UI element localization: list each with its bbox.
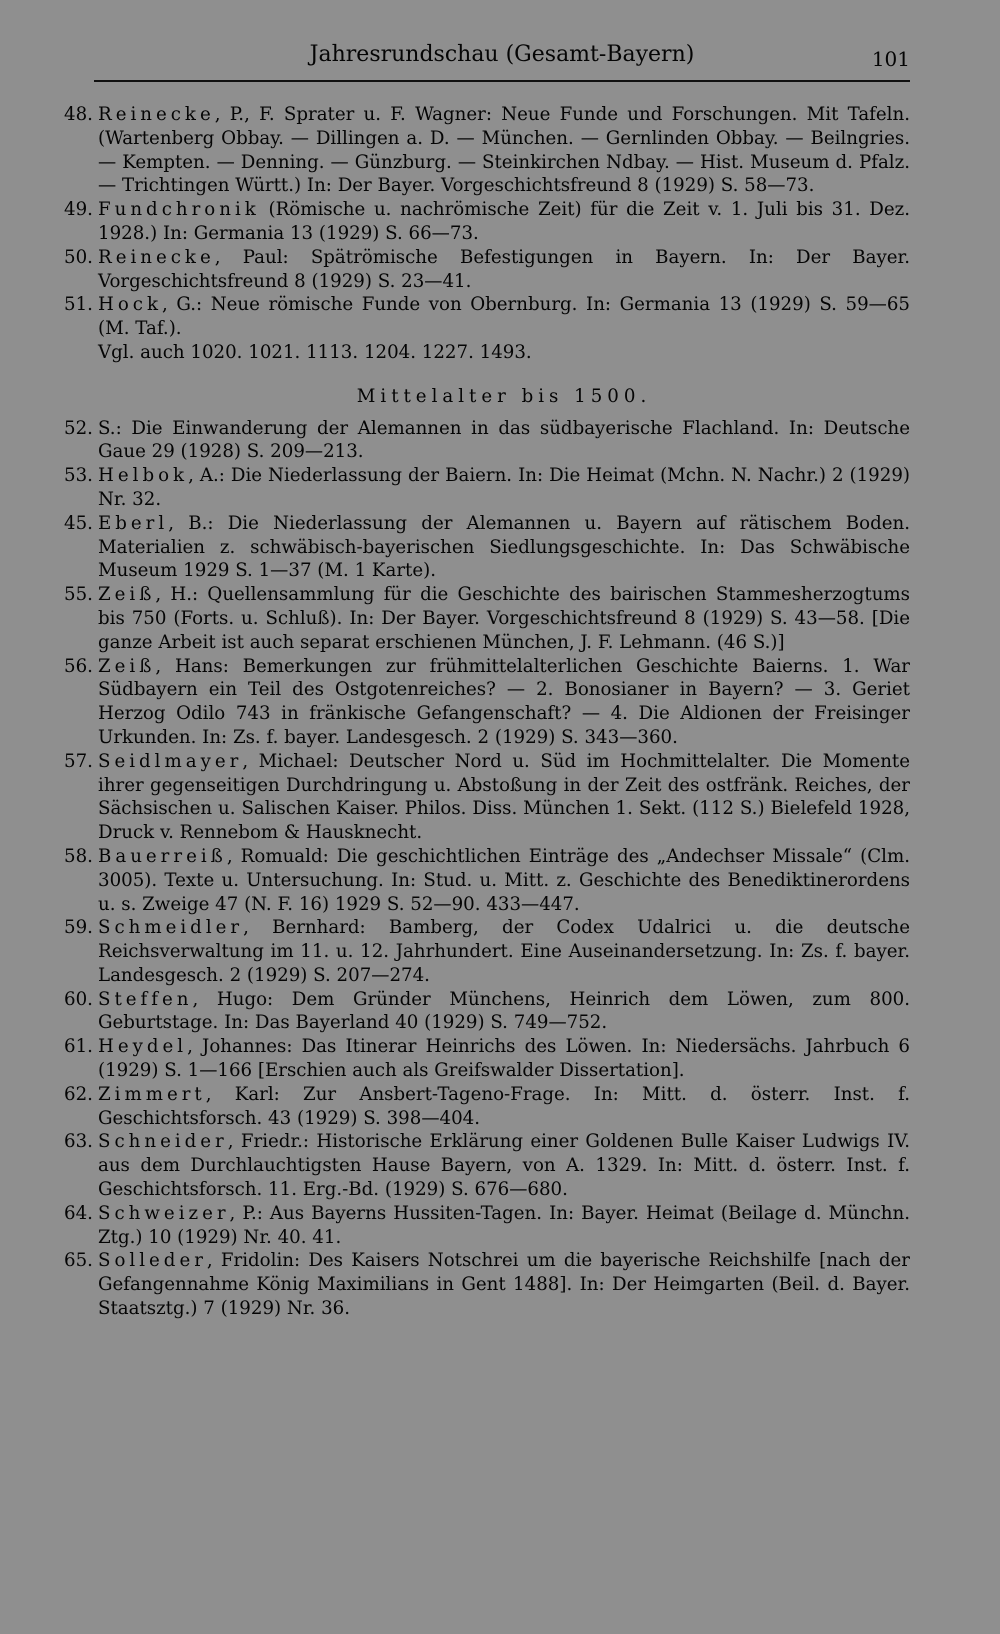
entry-text: , Bernhard: Bamberg, der Codex Udalrici u. die deutsche Reichsverwaltung im 11. u. 12. Jahrhundert. Eine Auseinandersetzung. In: Zs. f. bayer. Landesgesch. 2 (1929) S. 207—274. bbox=[98, 917, 910, 986]
entry-author: Hock bbox=[98, 294, 163, 316]
bibliography-entry bbox=[64, 988, 910, 1036]
bibliography-entry bbox=[64, 464, 910, 512]
entry-text: S.: Die Einwanderung der Alemannen in das südbayerische Flachland. In: Deutsche Gaue 29 (1928) S. 209—213. bbox=[98, 417, 910, 463]
bibliography-entry bbox=[64, 293, 910, 341]
entry-text: , Hans: Bemerkungen zur frühmittelalterlichen Geschichte Baierns. 1. War Südbayern ein Teil des Ostgotenreiches? — 2. Bonosianer in Bayern? — 3. Geriet Herzog Odilo 743 in fränkische Gefangenschaft? — 4. Die Aldionen der Freisinger Urkunden. In: Zs. f. bayer. Landesgesch. 2 (1929) S. 343—360. bbox=[98, 655, 910, 748]
entry-text: , Karl: Zur Ansbert-Tageno-Frage. In: Mitt. d. österr. Inst. f. Geschichtsforsch. 43 (1929) S. 398—404. bbox=[98, 1083, 910, 1129]
entry-author: Helbok bbox=[98, 465, 189, 487]
cross-reference: Vgl. auch 1020. 1021. 1113. 1204. 1227. 1493. bbox=[98, 341, 532, 363]
entry-text: , Romuald: Die geschichtlichen Einträge des „Andechser Missale“ (Clm. 3005). Texte u. Untersuchung. In: Stud. u. Mitt. z. Geschichte des Benediktinerordens u. s. Zweige 47 (N. F. 16) 1929 S. 52—90. 433—447. bbox=[98, 845, 910, 915]
bibliography-entry bbox=[64, 1249, 910, 1320]
entry-author: Schneider bbox=[98, 1131, 228, 1153]
bibliography-content bbox=[64, 103, 910, 1321]
entry-text: , Michael: Deutscher Nord u. Süd im Hochmittelalter. Die Momente ihrer gegenseitigen Durchdringung u. Abstoßung in der Zeit des ostfränk. Reiches, der Sächsischen u. Salischen Kaiser. Philos. Diss. München 1. Sekt. (112 S.) Bielefeld 1928, Druck v. Rennebom & Hausknecht. bbox=[98, 750, 910, 844]
bibliography-entry bbox=[64, 417, 910, 465]
bibliography-entry bbox=[64, 655, 910, 750]
entry-number: 57. bbox=[64, 750, 93, 772]
bibliography-entry bbox=[64, 1202, 910, 1250]
bibliography-list-roman bbox=[64, 103, 910, 341]
bibliography-list-medieval bbox=[64, 417, 910, 1321]
entry-number: 58. bbox=[64, 845, 93, 867]
bibliography-entry bbox=[64, 198, 910, 246]
entry-text: , H.: Quellensammlung für die Geschichte des bairischen Stammesherzogtums bis 750 (Forts. u. Schluß). In: Der Bayer. Vorgeschichtsfreund 8 (1929) S. 43—58. [Die ganze Arbeit ist auch separat erschienen München, J. F. Lehmann. (46 S.)] bbox=[98, 584, 910, 653]
bibliography-entry bbox=[64, 1083, 910, 1131]
bibliography-entry bbox=[64, 1035, 910, 1083]
entry-author: Reinecke bbox=[98, 246, 215, 268]
entry-number: 64. bbox=[64, 1202, 93, 1224]
header-rule bbox=[94, 80, 910, 82]
entry-number: 55. bbox=[64, 584, 93, 606]
entry-author: Bauerreiß bbox=[98, 845, 227, 867]
entry-number: 61. bbox=[64, 1036, 93, 1058]
entry-text: , Hugo: Dem Gründer Münchens, Heinrich dem Löwen, zum 800. Geburtstage. In: Das Bayerland 40 (1929) S. 749—752. bbox=[98, 988, 910, 1034]
bibliography-entry bbox=[64, 583, 910, 654]
entry-number: 59. bbox=[64, 917, 93, 939]
entry-author: Seidlmayer bbox=[98, 750, 243, 772]
bibliography-entry bbox=[64, 512, 910, 583]
entry-author: Steffen bbox=[98, 988, 193, 1010]
entry-author: Heydel bbox=[98, 1036, 188, 1058]
bibliography-entry bbox=[64, 845, 910, 916]
entry-author: Zeiß bbox=[98, 655, 156, 677]
entry-number: 49. bbox=[64, 199, 93, 221]
bibliography-entry bbox=[64, 916, 910, 987]
entry-text: , Fridolin: Des Kaisers Notschrei um die bayerische Reichshilfe [nach der Gefangennahme König Maximilians in Gent 1488]. In: Der Heimgarten (Beil. d. Bayer. Staatsztg.) 7 (1929) Nr. 36. bbox=[98, 1250, 910, 1320]
entry-author: Fundchronik bbox=[98, 199, 260, 221]
bibliography-entry bbox=[64, 750, 910, 845]
entry-text: , G.: Neue römische Funde von Obernburg. In: Germania 13 (1929) S. 59—65 (M. Taf.). bbox=[98, 294, 910, 340]
entry-number: 60. bbox=[64, 988, 93, 1010]
entry-text: , A.: Die Niederlassung der Baiern. In: Die Heimat (Mchn. N. Nachr.) 2 (1929) Nr. 32. bbox=[98, 465, 910, 510]
entry-number: 62. bbox=[64, 1083, 93, 1105]
page-number: 101 bbox=[871, 47, 910, 71]
entry-author: Eberl bbox=[98, 512, 169, 534]
entry-number: 45. bbox=[64, 512, 93, 534]
entry-number: 52. bbox=[64, 417, 93, 439]
bibliography-entry bbox=[64, 246, 910, 294]
entry-author: Reinecke bbox=[98, 104, 215, 125]
entry-number: 65. bbox=[64, 1250, 93, 1272]
entry-author: Schweizer bbox=[98, 1202, 230, 1224]
entry-author: Schmeidler bbox=[98, 917, 244, 939]
bibliography-entry bbox=[64, 103, 910, 198]
entry-number: 53. bbox=[64, 465, 93, 487]
entry-author: Zeiß bbox=[98, 584, 156, 606]
bibliography-entry bbox=[64, 1130, 910, 1201]
entry-number: 63. bbox=[64, 1131, 93, 1153]
section-heading: Mittelalter bis 1500. bbox=[356, 385, 652, 407]
entry-number: 50. bbox=[64, 246, 93, 268]
entry-number: 56. bbox=[64, 655, 93, 677]
running-title: Jahresrundschau (Gesamt-Bayern) bbox=[309, 42, 695, 67]
entry-text: , B.: Die Niederlassung der Alemannen u. Bayern auf rätischem Boden. Materialien z. schwäbisch-bayerischen Siedlungsgeschichte. In: Das Schwäbische Museum 1929 S. 1—37 (M. 1 Karte). bbox=[98, 512, 910, 582]
entry-number: 51. bbox=[64, 294, 93, 316]
entry-text: (Römische u. nachrömische Zeit) für die Zeit v. 1. Juli bis 31. Dez. 1928.) In: Germania 13 (1929) S. 66—73. bbox=[98, 199, 910, 244]
entry-text: , P.: Aus Bayerns Hussiten-Tagen. In: Bayer. Heimat (Beilage d. Münchn. Ztg.) 10 (1929) Nr. 40. 41. bbox=[98, 1202, 910, 1248]
entry-text: , Paul: Spätrömische Befestigungen in Bayern. In: Der Bayer. Vorgeschichtsfreund 8 (1929) S. 23—41. bbox=[98, 246, 910, 292]
entry-text: , Johannes: Das Itinerar Heinrichs des Löwen. In: Niedersächs. Jahrbuch 6 (1929) S. 1—166 [Erschien auch als Greifswalder Dissertation]. bbox=[98, 1036, 910, 1082]
entry-number: 48. bbox=[64, 104, 93, 125]
entry-text: , P., F. Sprater u. F. Wagner: Neue Funde und Forschungen. Mit Tafeln. (Wartenberg Obbay. — Dillingen a. D. — München. — Gernlinden Obbay. — Beilngries. — Kempten. — Denning. — Günzburg. — Steinkirchen Ndbay. — Hist. Museum d. Pfalz. — Trichtingen Württ.) In: Der Bayer. Vorgeschichtsfreund 8 (1929) S. 58—73. bbox=[98, 104, 910, 197]
entry-text: , Friedr.: Historische Erklärung einer Goldenen Bulle Kaiser Ludwigs IV. aus dem Durchlauchtigsten Hause Bayern, von A. 1329. In: Mitt. d. österr. Inst. f. Geschichtsforsch. 11. Erg.-Bd. (1929) S. 676—680. bbox=[98, 1131, 910, 1201]
entry-author: Solleder bbox=[98, 1250, 207, 1272]
entry-author: Zimmert bbox=[98, 1083, 206, 1105]
